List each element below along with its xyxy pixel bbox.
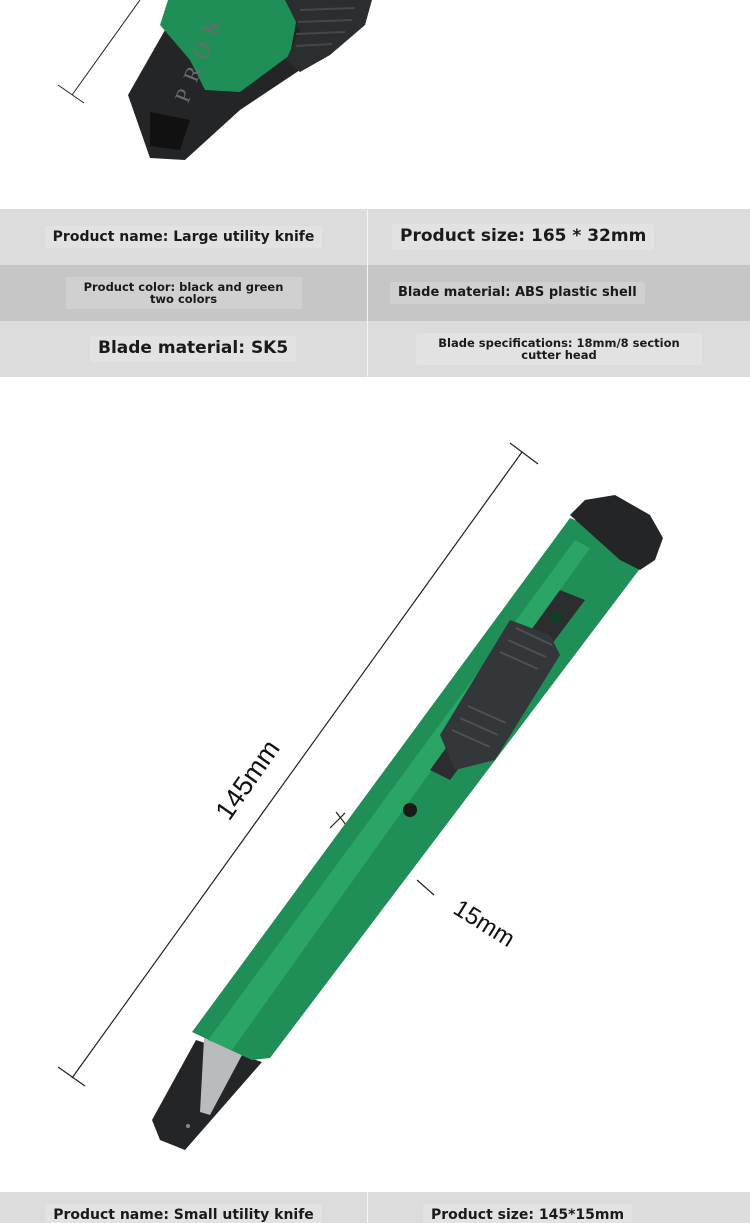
spec-cell-product-size-small [368, 1192, 750, 1223]
spec-cell-product-size [368, 209, 750, 265]
spec-cell-shell-material [368, 265, 750, 321]
blade-screw [403, 803, 417, 817]
blade-specifications: Blade specifications: 18mm/8 section cutter head [416, 333, 702, 365]
shell-material: Blade material: ABS plastic shell [390, 282, 645, 304]
spec-row-3 [0, 321, 750, 377]
spec-cell-blade-material [0, 321, 367, 377]
large-knife-image [0, 0, 750, 208]
small-knife-image [0, 400, 750, 1190]
large-knife-brand: PROK [169, 5, 230, 106]
top-dimension-tick [58, 85, 84, 103]
product-name-small: Product name: Small utility knife [45, 1204, 322, 1223]
spec-row-small [0, 1192, 750, 1223]
spec-cell-product-name [0, 209, 367, 265]
spec-cell-product-color [0, 265, 367, 321]
small-knife-green-rail [208, 540, 590, 1050]
product-size-large: Product size: 165 * 32mm [392, 224, 654, 250]
top-dimension-line [72, 0, 140, 95]
product-size-small: Product size: 145*15mm [423, 1204, 632, 1223]
tip-hole [186, 1124, 190, 1128]
width-label: 15mm [448, 894, 520, 953]
spec-row-2 [0, 265, 750, 321]
product-name-large: Product name: Large utility knife [45, 226, 323, 249]
spec-cell-product-name-small [0, 1192, 367, 1223]
spec-cell-blade-spec [368, 321, 750, 377]
product-color: Product color: black and green two colors [66, 277, 302, 309]
large-knife-grip [285, 0, 372, 72]
slot-hole [550, 611, 562, 623]
spec-row-1 [0, 209, 750, 265]
length-label: 145mm [209, 734, 286, 826]
blade-material: Blade material: SK5 [90, 336, 296, 362]
